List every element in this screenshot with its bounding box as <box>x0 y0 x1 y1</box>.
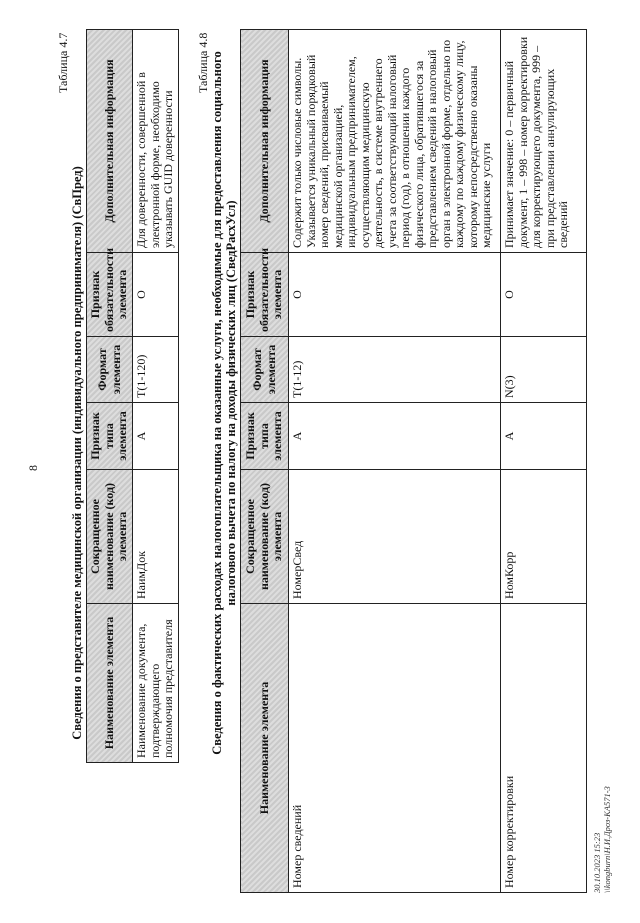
footer-timestamp: 30.10.2023 15:23 <box>592 832 602 893</box>
t48-cell-code: НомерСвед <box>289 470 501 604</box>
t48-cell-name: Номер корректировки <box>501 604 587 893</box>
t47-header-info: Дополнительная информация <box>87 30 133 253</box>
table-4-7-title: Сведения о представителе медицинской организации (индивидуального предпринимателя) (СвПред) <box>70 166 84 740</box>
t48-header-type: Признак типа элемента <box>241 403 289 470</box>
t48-cell-name: Номер сведений <box>289 604 501 893</box>
table-row <box>289 30 501 893</box>
t48-cell-required: О <box>501 253 587 337</box>
t47-cell-required: О <box>133 253 179 337</box>
t48-cell-format: Т(1-12) <box>289 337 501 403</box>
table-4-7-label: Таблица 4.7 <box>56 32 70 93</box>
t48-header-required: Признак обязательности элемента <box>241 253 289 337</box>
table-4-8-label: Таблица 4.8 <box>196 32 210 93</box>
t48-cell-type: А <box>289 403 501 470</box>
t48-cell-code: НомКорр <box>501 470 587 604</box>
t48-header-info: Дополнительная информация <box>241 30 289 253</box>
t48-cell-required: О <box>289 253 501 337</box>
table-4-8 <box>240 29 587 893</box>
t47-cell-info: Для доверенности, совершенной в электронной форме, необходимо указывать GUID доверенности <box>133 30 179 253</box>
t47-header-name: Наименование элемента <box>87 604 133 763</box>
t47-cell-name: Наименование документа, подтверждающего полномочия представителя <box>133 604 179 763</box>
footer-path: \\kongburn\Н.И.Дроз-КА571-3 <box>602 786 612 893</box>
table-4-8-title: Сведения о фактических расходах налогоплательщика на оказанные услуги, необходимые для предоставления социального налогового вычета по налогу на доходы физических лиц (СведРасхУсл) <box>210 51 238 755</box>
t48-cell-format: N(3) <box>501 337 587 403</box>
t47-header-format: Формат элемента <box>87 337 133 403</box>
t47-header-code: Сокращенное наименование (код) элемента <box>87 470 133 604</box>
t48-cell-type: А <box>501 403 587 470</box>
table-row <box>133 30 179 763</box>
t48-header-code: Сокращенное наименование (код) элемента <box>241 470 289 604</box>
t48-cell-info: Принимает значение: 0 – первичный документ, 1 – 998 – номер корректировки для корректирующего документа, 999 – при представлении аннулирующих сведений <box>501 30 587 253</box>
table-4-7 <box>86 29 179 763</box>
document-footer <box>592 786 612 893</box>
page-number: 8 <box>26 465 40 471</box>
t48-header-format: Формат элемента <box>241 337 289 403</box>
t47-header-required: Признак обязательности элемента <box>87 253 133 337</box>
t48-header-name: Наименование элемента <box>241 604 289 893</box>
table-row <box>501 30 587 893</box>
t47-header-type: Признак типа элемента <box>87 403 133 470</box>
t47-cell-format: Т(1-120) <box>133 337 179 403</box>
t47-cell-code: НаимДок <box>133 470 179 604</box>
t47-cell-type: А <box>133 403 179 470</box>
t48-cell-info: Содержит только числовые символы. Указывается уникальный порядковый номер сведений, присваиваемый медицинской организацией, индивидуальным предпринимателем, осуществляющим медицинскую деятельность, в системе внутреннего учета за соответствующий налоговый период (год), в отношении каждого физического лица, обратившегося за представлением сведений в налоговый орган в электронной форме, отдельно по каждому по каждому физическому лицу, которому непосредственно оказаны медицинские услуги <box>289 30 501 253</box>
